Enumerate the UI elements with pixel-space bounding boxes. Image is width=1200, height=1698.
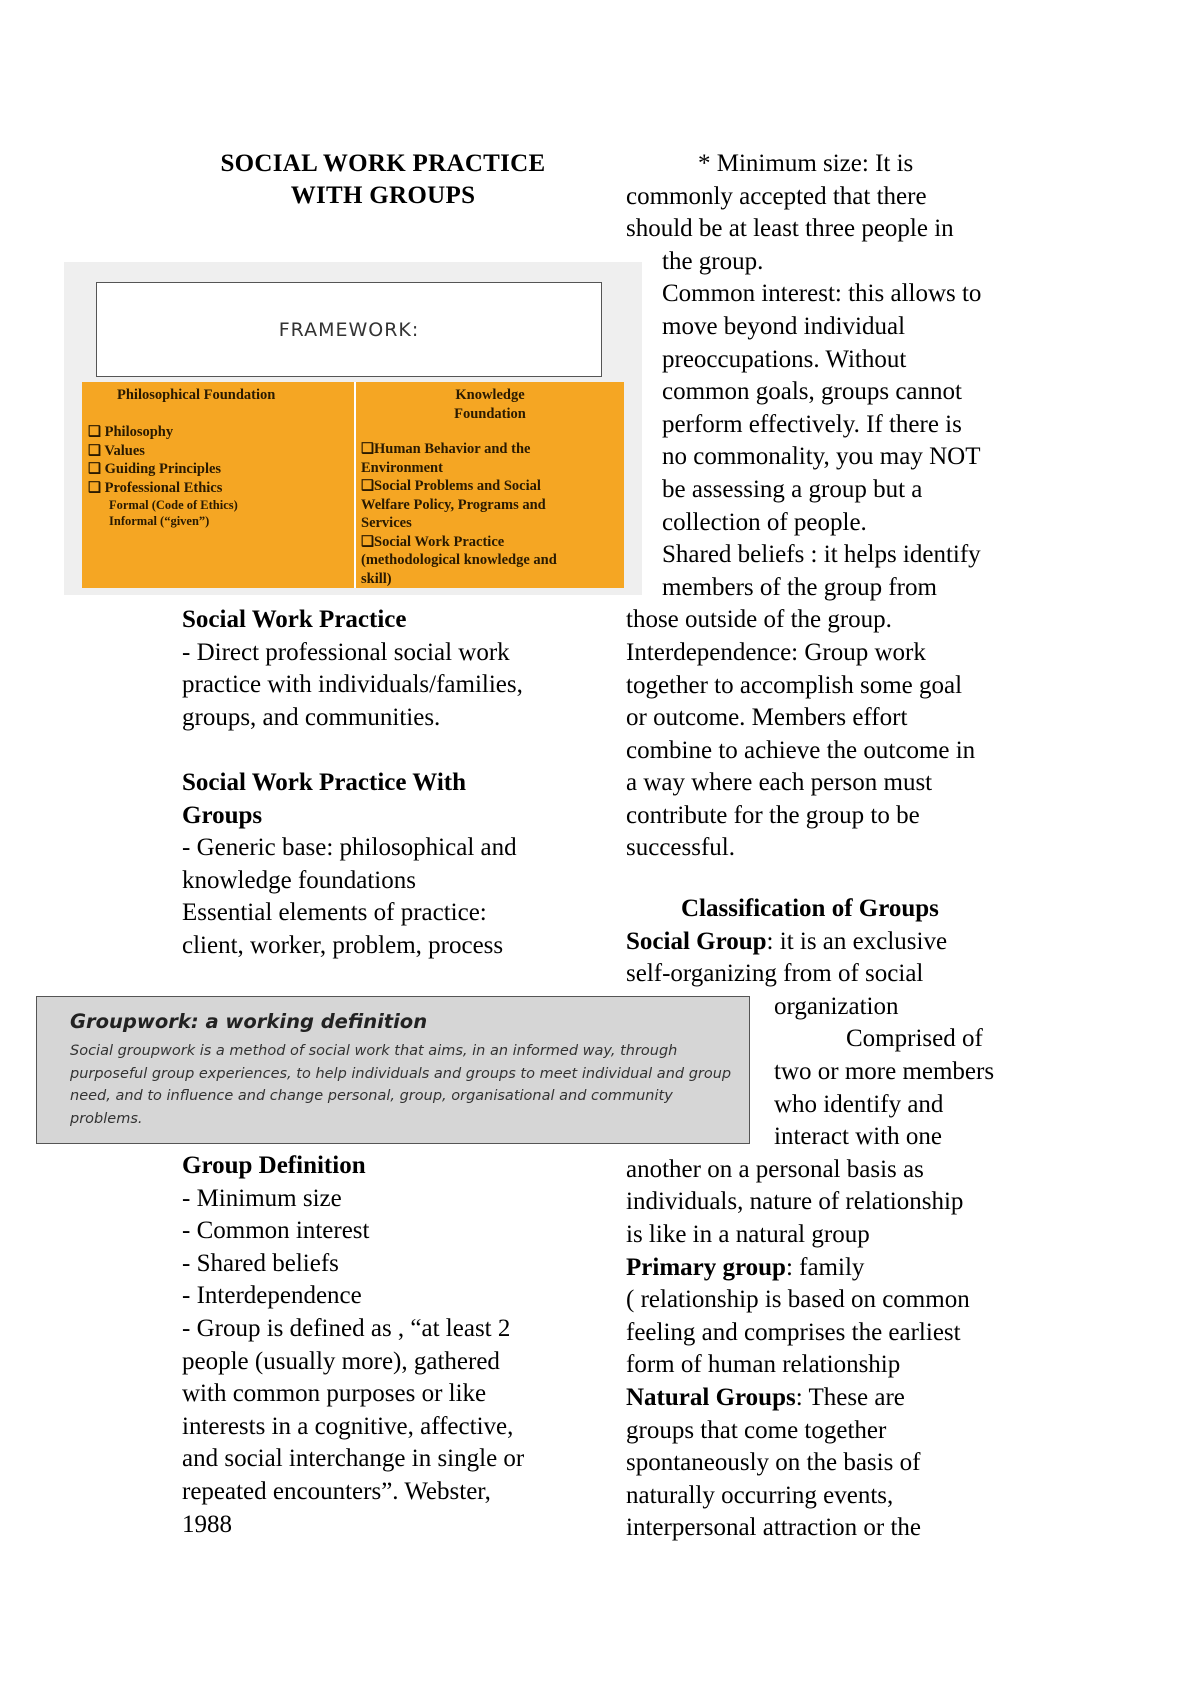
text-line: Essential elements of practice: — [182, 899, 487, 927]
ethics-sub-informal: Informal (“given”) — [109, 514, 210, 528]
text-line: with common purposes or like — [182, 1380, 487, 1408]
text-line: - Common interest — [182, 1217, 370, 1245]
text-line: those outside of the group. — [626, 606, 892, 634]
text-line: Shared beliefs : it helps identify — [662, 541, 981, 569]
list-item: Environment — [361, 459, 443, 476]
text-line: - Interdependence — [182, 1282, 362, 1310]
text-line: a way where each person must — [626, 769, 933, 797]
text-line: who identify and — [774, 1090, 944, 1118]
text-line: commonly accepted that there — [626, 182, 927, 210]
list-item: ❑Social Problems and Social — [361, 478, 541, 494]
text-line: people (usually more), gathered — [182, 1347, 500, 1375]
text-line: - Direct professional social work — [182, 638, 510, 666]
text-line: form of human relationship — [626, 1351, 901, 1379]
social-work-practice-section — [182, 604, 523, 734]
section-heading: Social Work Practice With — [182, 769, 467, 796]
text-line: Interdependence: Group work — [626, 638, 926, 666]
text-line: perform effectively. If there is — [662, 410, 962, 438]
text-line: organization — [774, 992, 899, 1020]
text-line: Comprised of — [846, 1025, 983, 1053]
document-title — [183, 148, 583, 212]
text-line: groups, and communities. — [182, 703, 441, 731]
list-item: ❑Human Behavior and the — [361, 441, 531, 457]
text-line: feeling and comprises the earliest — [626, 1318, 961, 1346]
text-line: interact with one — [774, 1123, 942, 1151]
text-line: * Minimum size: It is — [698, 150, 914, 177]
text-line: ( relationship is based on common — [626, 1286, 970, 1314]
text-line: repeated encounters”. Webster, — [182, 1477, 491, 1505]
text-line: contribute for the group to be — [626, 801, 920, 829]
text-line: 1988 — [182, 1510, 232, 1538]
text-line: interpersonal attraction or the — [626, 1514, 922, 1542]
text-line: spontaneously on the basis of — [626, 1449, 921, 1477]
text-line: self-organizing from of social — [626, 960, 924, 988]
classification-section — [626, 893, 994, 1545]
list-item: Welfare Policy, Programs and — [361, 496, 546, 513]
definition-line: purposeful group experiences, to help individuals and groups to meet individual and group — [70, 1065, 732, 1082]
text-line: Common interest: this allows to — [662, 280, 982, 308]
title-line-2: WITH GROUPS — [290, 182, 476, 209]
list-item: Services — [361, 515, 412, 531]
text-line: should be at least three people in — [626, 215, 954, 243]
list-item: ❑ Philosophy — [88, 424, 174, 440]
text-line: members of the group from — [662, 573, 937, 601]
philosophical-foundation-list — [88, 423, 238, 529]
text-line: together to accomplish some goal — [626, 671, 963, 699]
philosophical-foundation-heading: Philosophical Foundation — [117, 387, 276, 403]
text-line: - Generic base: philosophical and — [182, 834, 517, 862]
text-line: - Group is defined as , “at least 2 — [182, 1314, 511, 1342]
text-line: client, worker, problem, process — [182, 931, 504, 959]
text-line: preoccupations. Without — [662, 345, 907, 373]
list-item: ❑ Guiding Principles — [88, 461, 222, 477]
text-line: combine to achieve the outcome in — [626, 736, 976, 764]
text-line: naturally occurring events, — [626, 1481, 894, 1509]
list-item: ❑Social Work Practice — [361, 533, 505, 550]
definition-line: need, and to influence and change personal, group, organisational and community — [70, 1088, 673, 1104]
text-line: Social Group: it is an exclusive — [626, 927, 948, 955]
checkbox-icon: ❑ — [88, 442, 105, 459]
list-item: ❑ Values — [88, 442, 145, 459]
checkbox-icon: ❑ — [88, 479, 105, 496]
text-line: - Shared beliefs — [182, 1249, 339, 1277]
list-item: skill) — [361, 570, 392, 587]
text-line: - Minimum size — [182, 1184, 342, 1212]
text-line: practice with individuals/families, — [182, 671, 523, 699]
text-line: collection of people. — [662, 508, 867, 536]
text-line: is like in a natural group — [626, 1220, 870, 1248]
ethics-sub-formal: Formal (Code of Ethics) — [109, 498, 238, 512]
section-heading: Classification of Groups — [681, 895, 939, 922]
text-line: Primary group: family — [626, 1253, 865, 1281]
checkbox-icon: ❑ — [88, 461, 105, 477]
text-line: Natural Groups: These are — [626, 1383, 905, 1411]
list-item: (methodological knowledge and — [361, 552, 557, 568]
definition-title: Groupwork: a working definition — [70, 1010, 428, 1033]
framework-header: FRAMEWORK: — [96, 282, 602, 377]
text-line: knowledge foundations — [182, 866, 416, 894]
list-item: ❑ Professional Ethics — [88, 479, 223, 496]
text-line: another on a personal basis as — [626, 1155, 924, 1183]
section-heading: Group Definition — [182, 1152, 366, 1179]
definition-line: Social groupwork is a method of social work that aims, in an informed way, through — [70, 1043, 678, 1059]
checkbox-icon: ❑ — [88, 424, 105, 440]
title-line-1: SOCIAL WORK PRACTICE — [220, 150, 546, 177]
definition-line: problems. — [70, 1110, 143, 1127]
section-heading: Groups — [182, 801, 263, 829]
text-line: common goals, groups cannot — [662, 378, 962, 406]
knowledge-foundation-heading: Knowledge Foundation — [454, 387, 526, 422]
knowledge-foundation-list — [361, 440, 557, 588]
section-heading: Social Work Practice — [182, 606, 407, 633]
text-line: interests in a cognitive, affective, — [182, 1412, 514, 1440]
text-line: no commonality, you may NOT — [662, 443, 981, 471]
text-line: or outcome. Members effort — [626, 704, 908, 732]
text-line: the group. — [662, 247, 764, 275]
group-definition-section — [182, 1150, 524, 1541]
text-line: successful. — [626, 834, 735, 862]
right-column-group-elements — [626, 148, 981, 865]
social-work-practice-groups-section — [182, 767, 517, 963]
text-line: be assessing a group but a — [662, 475, 923, 503]
text-line: groups that come together — [626, 1416, 887, 1444]
text-line: move beyond individual — [662, 312, 906, 340]
text-line: individuals, nature of relationship — [626, 1188, 964, 1216]
text-line: two or more members — [774, 1057, 995, 1085]
text-line: and social interchange in single or — [182, 1445, 525, 1473]
